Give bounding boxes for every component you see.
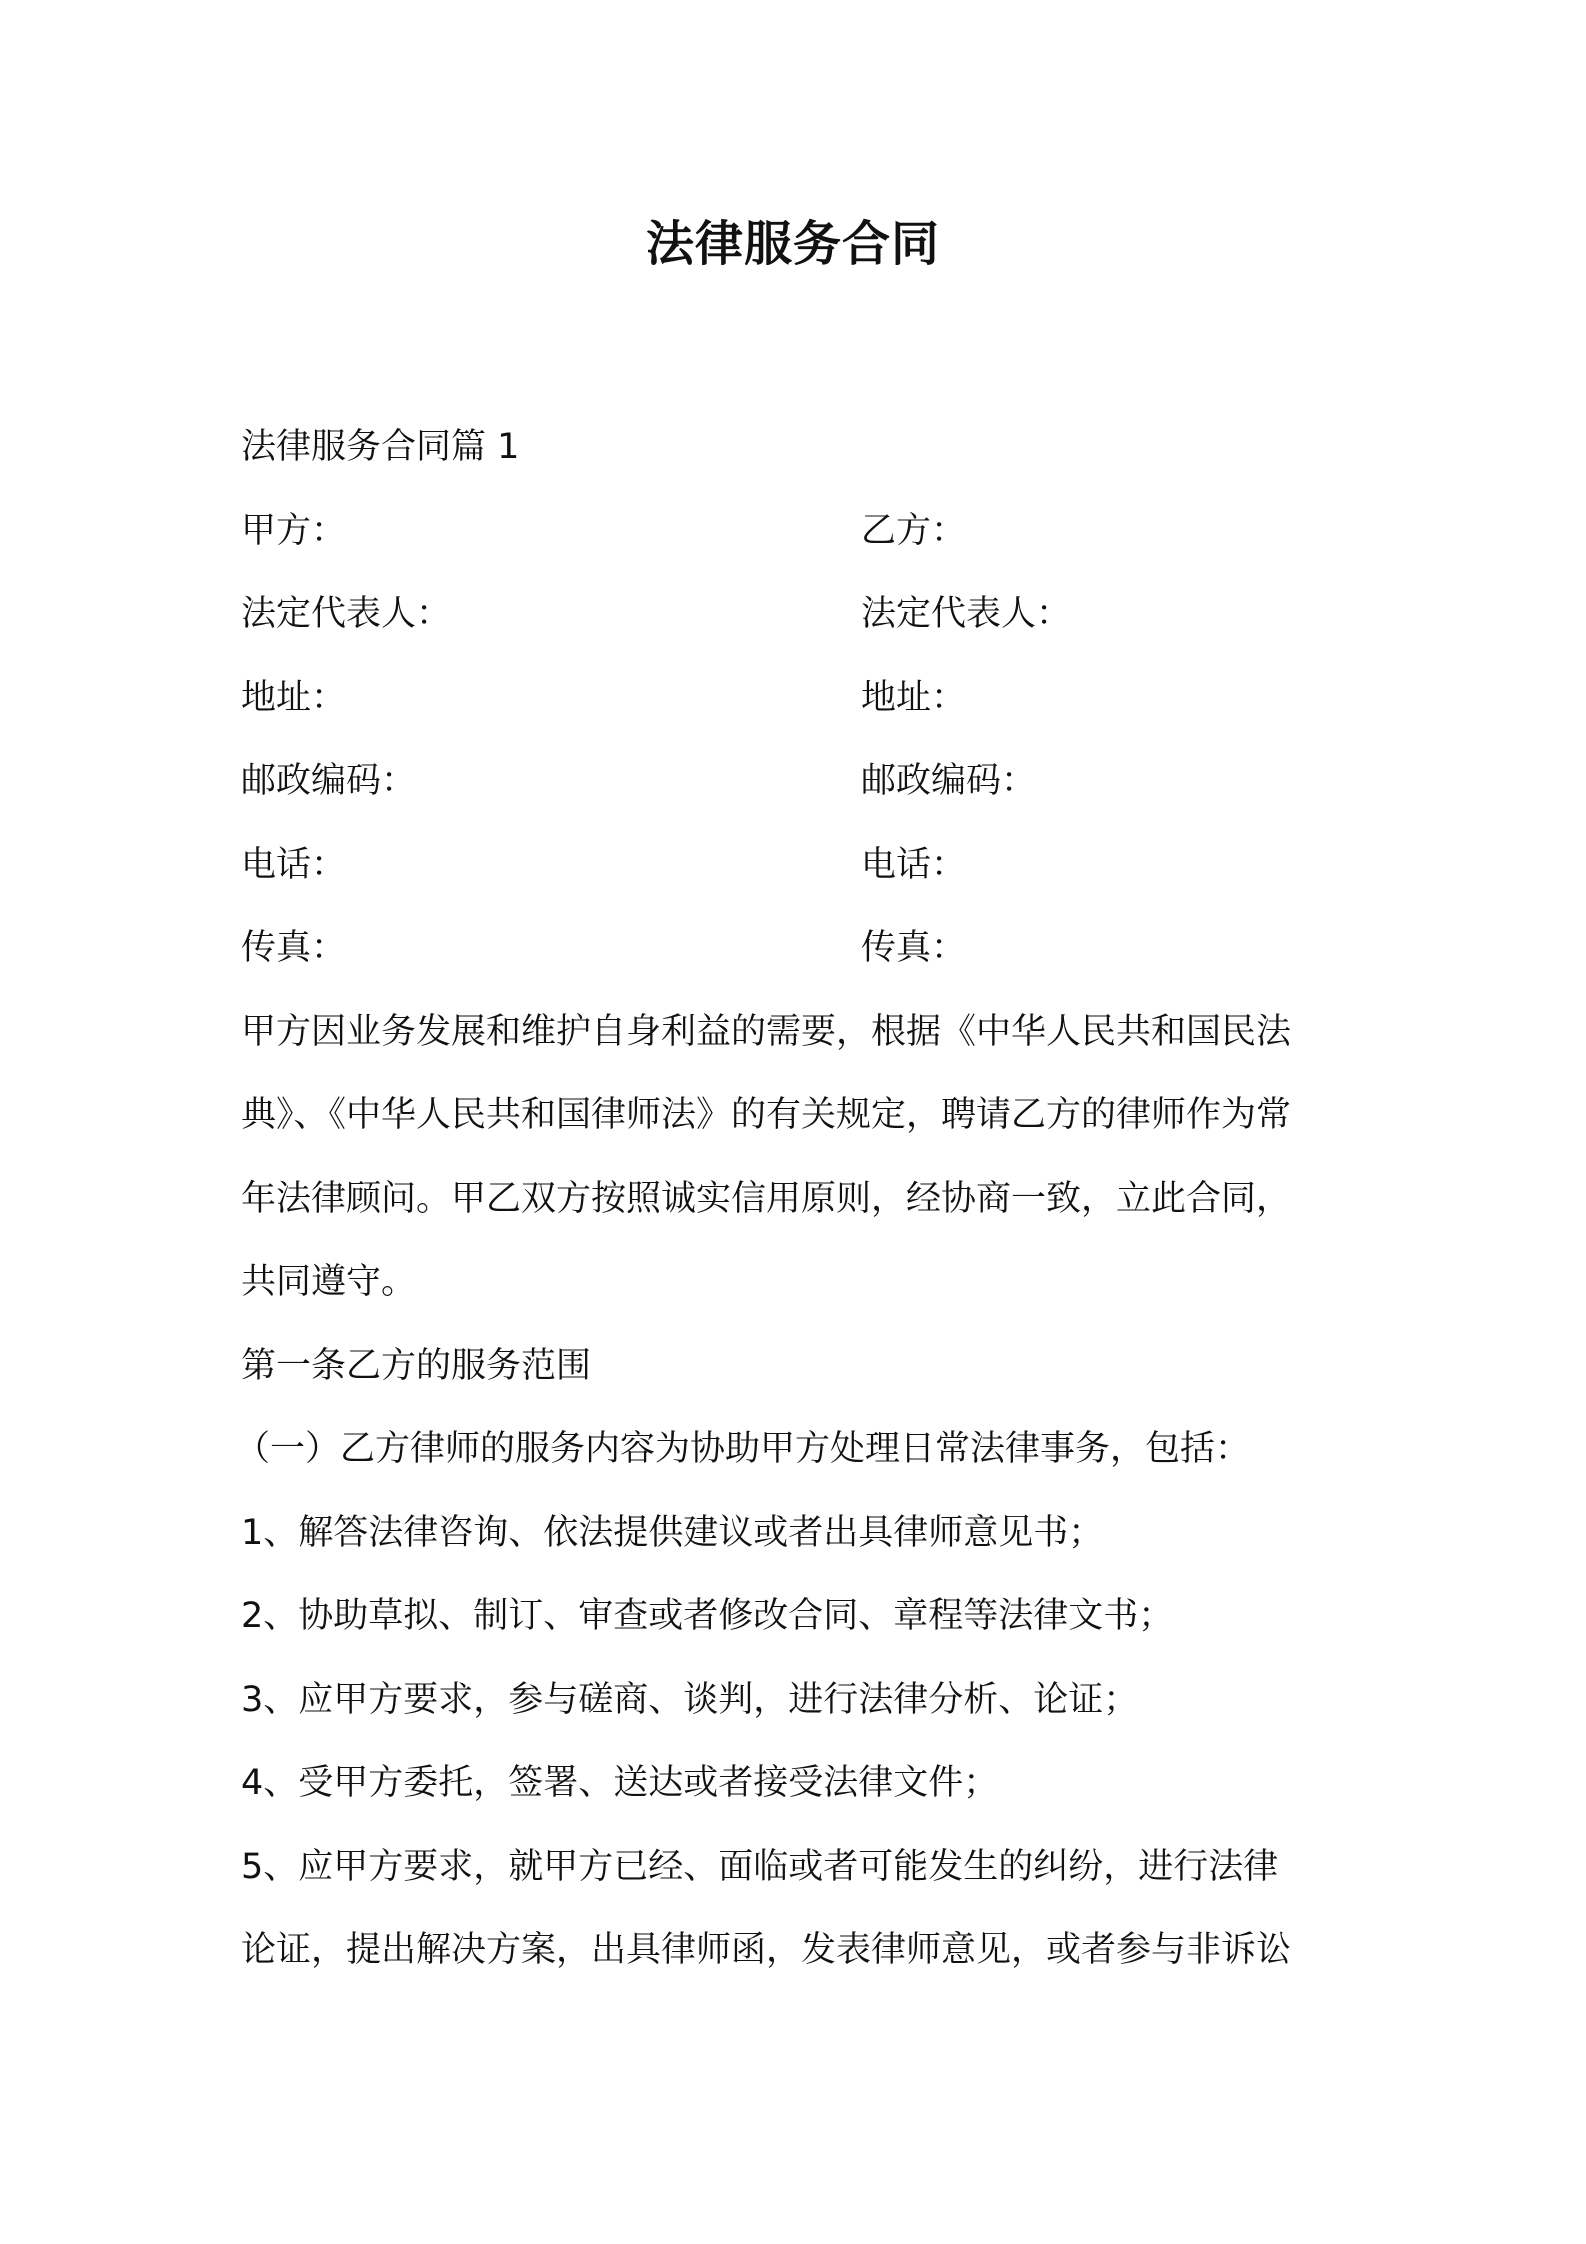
intro-line: 甲方因业务发展和维护自身利益的需要，根据《中华人民共和国民法 xyxy=(241,1011,1292,1052)
service-item: 4、受甲方委托，签署、送达或者接受法律文件； xyxy=(241,1763,999,1803)
party-a-postcode-label: 邮政编码： xyxy=(241,761,417,801)
party-row-name xyxy=(241,490,1356,574)
service-item: 2、协助草拟、制订、审查或者修改合同、章程等法律文书； xyxy=(241,1596,1174,1636)
intro-paragraph xyxy=(241,991,1356,1325)
party-row-postcode xyxy=(241,740,1356,824)
party-a-address-label: 地址： xyxy=(241,677,347,718)
party-row-address xyxy=(241,657,1356,741)
party-a-name-label: 甲方： xyxy=(241,510,347,551)
party-row-fax xyxy=(241,907,1356,991)
service-item-list xyxy=(241,1492,1356,1993)
document-title: 法律服务合同 xyxy=(645,216,940,272)
party-row-representative xyxy=(241,573,1356,657)
section-heading: 法律服务合同篇 1 xyxy=(241,427,520,467)
party-info-block xyxy=(241,490,1356,991)
service-item-5-line: 论证，提出解决方案，出具律师函，发表律师意见，或者参与非诉讼 xyxy=(241,1930,1292,1970)
article-1-subclause: （一）乙方律师的服务内容为协助甲方处理日常法律事务，包括： xyxy=(235,1429,1251,1469)
party-a-fax-label: 传真： xyxy=(241,928,347,968)
service-item: 1、解答法律咨询、依法提供建议或者出具律师意见书； xyxy=(241,1512,1104,1553)
intro-line: 共同遵守。 xyxy=(241,1262,417,1302)
party-b-address-label: 地址： xyxy=(861,677,967,718)
party-a-representative-label: 法定代表人： xyxy=(241,594,452,634)
document-body xyxy=(235,406,1356,1993)
party-a-phone-label: 电话： xyxy=(241,844,347,885)
party-b-postcode-label: 邮政编码： xyxy=(861,761,1037,801)
party-b-phone-label: 电话： xyxy=(861,844,967,885)
party-row-phone xyxy=(241,824,1356,908)
intro-line: 年法律顾问。甲乙双方按照诚实信用原则，经协商一致，立此合同， xyxy=(241,1178,1292,1219)
intro-line: 典》、《中华人民共和国律师法》的有关规定，聘请乙方的律师作为常 xyxy=(241,1095,1292,1135)
service-item-5-line: 5、应甲方要求，就甲方已经、面临或者可能发生的纠纷，进行法律 xyxy=(241,1846,1279,1887)
service-item: 3、应甲方要求，参与磋商、谈判，进行法律分析、论证； xyxy=(241,1679,1139,1720)
party-b-representative-label: 法定代表人： xyxy=(861,594,1072,634)
article-1-heading: 第一条乙方的服务范围 xyxy=(241,1345,592,1386)
party-b-name-label: 乙方： xyxy=(861,510,967,551)
party-b-fax-label: 传真： xyxy=(861,928,967,968)
